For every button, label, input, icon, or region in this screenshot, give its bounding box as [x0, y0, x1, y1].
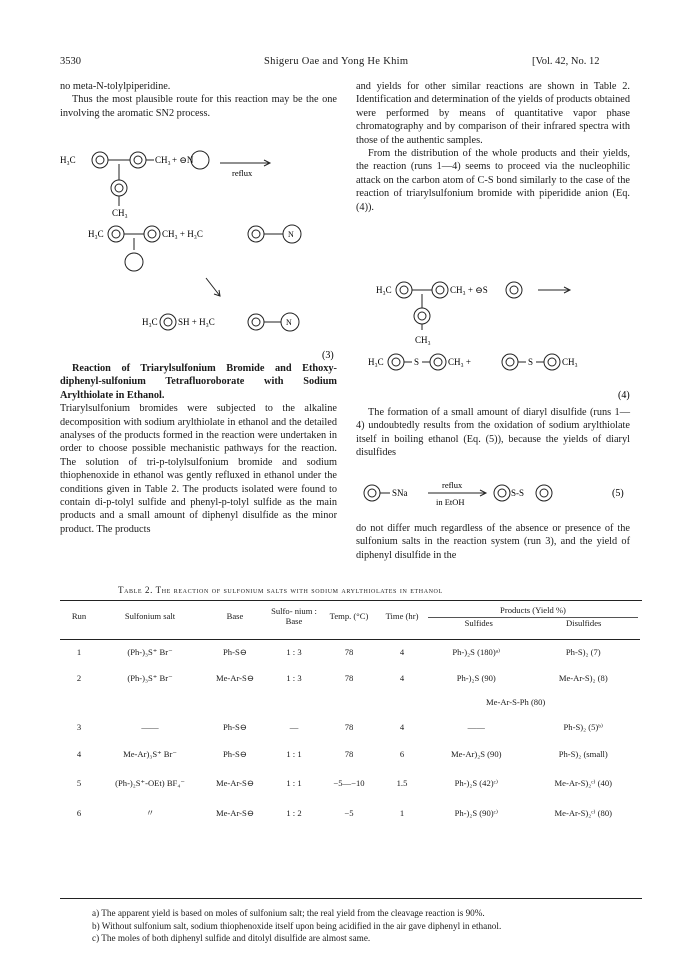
eq-label: S-S — [511, 488, 525, 498]
col-header: Base — [226, 611, 244, 621]
footnote: c) The moles of both diphenyl sulfide and ditolyl disulfide are almost same. — [92, 933, 371, 943]
cell-sulfide: Me-Ar)₂S (90) — [451, 749, 502, 759]
right-column-top — [356, 80, 630, 214]
scheme-label: SH + H₃C — [178, 317, 215, 327]
cell-salt: 〃 — [145, 808, 155, 818]
cell-ratio: — — [289, 722, 299, 732]
right-column-bottom — [356, 522, 630, 562]
cell-sulfide: Ph-)₂S (180)ᵃ⁾ — [452, 646, 501, 657]
cell-base: Me-Ar-S⊖ — [215, 672, 255, 683]
scheme-label: N — [286, 318, 292, 327]
table-bottom-rule — [60, 898, 642, 899]
cell-time: 1.5 — [396, 778, 408, 788]
paragraph: Triarylsulfonium bromides were subjected to the alkaline decomposition with sodium arylthiolate in ethanol and the detailed analyses of the products formed in the reaction were undertaken in order to choose possible mechanistic pathways for the reaction. The solution of tri-p-tolylsulfonium bromide and sodium thiophenoxide in ethanol was gently refluxed in ethanol under the conditions given in Table 2. The products isolated were found to contain di-p-tolyl sulfide and phenyl-p-tolyl sulfide as the main products and a small amount of diphenyl disulfide as the minor product. The products — [60, 403, 337, 535]
cell-temp: −5 — [344, 808, 354, 818]
left-column-body — [60, 362, 337, 536]
cell-base: Me-Ar-S⊖ — [215, 807, 255, 818]
paragraph: no meta-N-tolylpiperidine. — [60, 81, 171, 92]
cell-disulfide: Me-Ar-S)₂ (8) — [558, 673, 608, 683]
table-row — [60, 691, 640, 713]
cell-temp: 78 — [344, 722, 354, 732]
col-header: Sulfonium salt — [124, 611, 176, 621]
cell-run: 4 — [76, 749, 82, 759]
table-2 — [60, 603, 640, 827]
cell-base: Me-Ar-S⊖ — [215, 777, 255, 788]
scheme-label: H₃C — [60, 155, 76, 165]
page-number: 3530 — [60, 56, 81, 67]
cell-disulfide: Ph-S)₂ (5)ᵇ⁾ — [563, 721, 604, 732]
paragraph: and yields for other similar reactions are shown in Table 2. Identification and determination of the yields of products obtained were performed by means of quantitative vapor phase chromatography and by comparison of their infrared spectra with those of the authentic samples. — [356, 81, 630, 146]
scheme-label: S — [528, 357, 534, 367]
cell-sulfide: Ph-)₂S (90)ᶜ⁾ — [454, 807, 498, 818]
col-header: Time (hr) — [385, 611, 419, 621]
eq-label: in EtOH — [436, 497, 465, 507]
scheme-label: N — [288, 230, 294, 239]
cell-ratio: 1 : 3 — [286, 673, 302, 683]
cell-time: 4 — [399, 673, 405, 683]
cell-disulfide: Ph-S)₂ (small) — [558, 749, 608, 759]
cell-salt: (Ph-)₃S⁺ Br⁻ — [127, 672, 173, 683]
table-top-rule — [60, 600, 642, 601]
footnote: b) Without sulfonium salt, sodium thiophenoxide itself upon being acidified in the air gave diphenyl in ethanol. — [92, 920, 502, 931]
col-header: Sulfides — [464, 617, 493, 628]
scheme-label: H₃C — [376, 285, 392, 295]
cell-temp: 78 — [344, 647, 354, 658]
scheme-label: H₃C — [88, 229, 104, 239]
paragraph: The formation of a small amount of diaryl disulfide (runs 1—4) undoubtedly results from the oxidation of sodium arylthiolate itself in boiling ethanol (Eq. (5)), because the yields of diaryl disulfides — [356, 407, 630, 459]
paragraph: Thus the most plausible route for this reaction may be the one involving the aromatic SN2 process. — [60, 94, 337, 119]
eq-label: SNa — [392, 488, 408, 498]
col-header: Temp. (°C) — [329, 611, 369, 621]
cell-ratio: 1 : 3 — [286, 647, 302, 658]
running-authors: Shigeru Oae and Yong He Khim — [264, 56, 409, 67]
col-header-products — [426, 603, 640, 629]
cell-temp: 78 — [344, 673, 354, 683]
volume-info: [Vol. 42, No. 12 — [532, 56, 600, 67]
equation-number: (4) — [618, 390, 630, 401]
table-row — [60, 665, 640, 691]
scheme-label: reflux — [232, 168, 253, 178]
cell-temp: −5—−10 — [333, 778, 365, 788]
table-row — [60, 799, 640, 827]
cell-time: 4 — [399, 722, 405, 732]
section-heading: Reaction of Triarylsulfonium Bromide and Ethoxy-diphenyl-sulfonium Tetrafluoroborate with Sodium Arylthiolate in Ethanol. — [60, 363, 337, 401]
cell-base: Ph-S⊖ — [223, 721, 247, 732]
col-header: Run — [71, 611, 87, 621]
scheme-label: CH₃ — [155, 155, 171, 165]
cell-salt: (Ph-)₃S⁺ Br⁻ — [127, 646, 173, 657]
cell-time: 1 — [399, 808, 405, 818]
scheme-label: S — [414, 357, 420, 367]
cell-salt: Me-Ar)₃S⁺ Br⁻ — [123, 748, 177, 759]
cell-base: Ph-S⊖ — [223, 646, 247, 657]
scheme-label: H₃C — [368, 357, 384, 367]
cell-run: 3 — [76, 722, 82, 732]
paragraph: From the distribution of the whole products and their yields, the reaction (runs 1—4) seems to proceed via the nucleophilic attack on the carbon atom of C-S bond similarly to the case of the reaction of triarylsulfonium bromide with piperidide anion (Eq. (4)). — [356, 148, 630, 213]
table-caption: Table 2. The reaction of sulfonium salts with sodium arylthiolates in ethanol — [118, 585, 443, 595]
scheme-label: CH₃ — [562, 357, 578, 367]
scheme-label: + ⊖N — [172, 155, 194, 165]
cell-base: Ph-S⊖ — [223, 748, 247, 759]
cell-ratio: 1 : 1 — [286, 778, 302, 788]
left-column-top — [60, 80, 337, 120]
right-column-mid — [356, 406, 630, 460]
cell-temp: 78 — [344, 749, 354, 759]
col-header: Disulfides — [566, 617, 602, 628]
table-row — [60, 741, 640, 767]
cell-sulfide: —— — [467, 722, 485, 732]
cell-run: 6 — [76, 808, 82, 818]
table-row — [60, 713, 640, 741]
scheme-label: CH₃ + ⊖S — [450, 285, 488, 295]
col-header: Sulfo- nium : Base — [271, 606, 317, 626]
equation-number: (3) — [322, 350, 334, 361]
cell-run: 1 — [76, 647, 82, 658]
table-row — [60, 639, 640, 665]
equation-5-diagram — [356, 475, 640, 515]
cell-run: 2 — [76, 673, 82, 683]
cell-time: 6 — [399, 749, 405, 759]
scheme-label: CH₃ + — [448, 357, 471, 367]
cell-sulfide: Me-Ar-S-Ph (80) — [486, 697, 546, 707]
cell-time: 4 — [399, 647, 405, 658]
cell-ratio: 1 : 2 — [286, 808, 302, 818]
scheme-3-diagram — [60, 130, 340, 365]
scheme-label: H₃C — [142, 317, 158, 327]
cell-salt: (Ph-)₂S⁺-OEt) BF₄⁻ — [115, 777, 185, 788]
table-footnotes — [92, 908, 640, 946]
cell-disulfide: Me-Ar-S)₂ᶜ⁾ (40) — [554, 777, 613, 788]
cell-run: 5 — [76, 778, 82, 788]
footnote: a) The apparent yield is based on moles of sulfonium salt; the real yield from the cleavage reaction is 90%. — [92, 908, 485, 918]
scheme-4-diagram — [356, 268, 640, 413]
cell-disulfide: Ph-S)₂ (7) — [565, 647, 601, 658]
scheme-label: CH₃ — [112, 208, 128, 218]
cell-salt: —— — [141, 722, 159, 732]
products-label: Products (Yield %) — [500, 604, 566, 615]
table-row — [60, 767, 640, 799]
cell-disulfide: Me-Ar-S)₂ᶜ⁾ (80) — [554, 807, 613, 818]
cell-sulfide: Ph-)₂S (90) — [456, 673, 496, 683]
equation-number: (5) — [612, 488, 624, 499]
eq-label: reflux — [442, 480, 463, 490]
paragraph: do not differ much regardless of the absence or presence of the sulfonium salts in the reaction system (run 3), and the yield of diphenyl disulfide in the — [356, 523, 630, 561]
cell-ratio: 1 : 1 — [286, 749, 302, 759]
scheme-label: CH₃ — [415, 335, 431, 345]
table-header-row — [60, 603, 640, 629]
cell-sulfide: Ph-)₂S (42)ᶜ⁾ — [454, 777, 498, 788]
scheme-label: CH₃ + H₃C — [162, 229, 203, 239]
